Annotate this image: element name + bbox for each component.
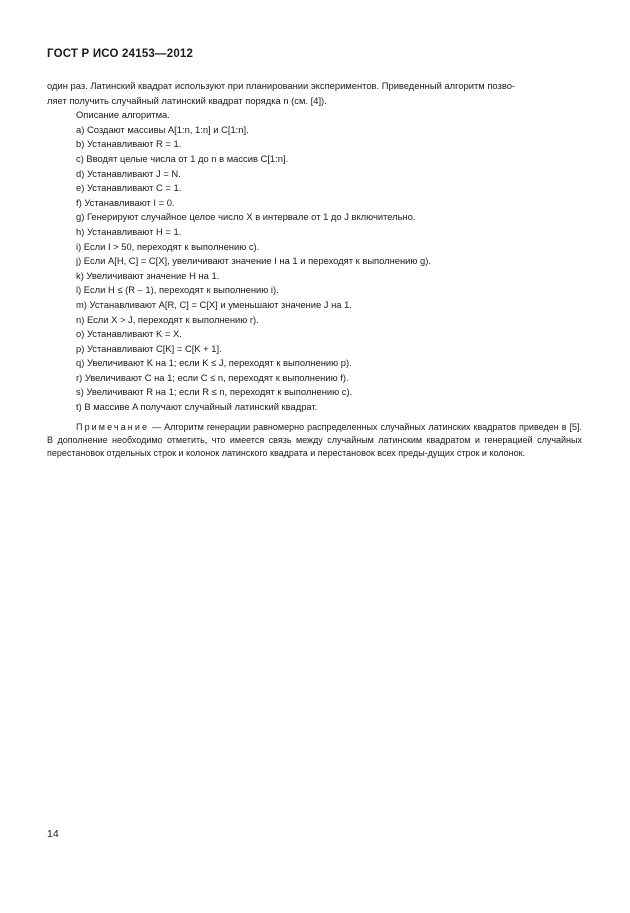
algorithm-step: s) Увеличивают R на 1; если R ≤ n, переходят к выполнению c). <box>76 386 353 398</box>
algorithm-heading: Описание алгоритма. <box>76 109 170 121</box>
intro-line-1: один раз. Латинский квадрат используют при планировании экспериментов. Приведенный алгоритм позво- <box>47 80 516 91</box>
note-label: Примечание <box>76 421 150 432</box>
algorithm-step: t) В массиве A получают случайный латинский квадрат. <box>76 401 318 413</box>
algorithm-step: d) Устанавливают J = N. <box>76 167 181 179</box>
document-header: ГОСТ Р ИСО 24153—2012 <box>47 48 194 60</box>
algorithm-step: p) Устанавливают C[K] = C[K + 1]. <box>76 342 222 354</box>
algorithm-step: q) Увеличивают K на 1; если K ≤ J, переходят к выполнению p). <box>76 357 352 369</box>
algorithm-step: c) Вводят целые числа от 1 до n в массив C[1:n]. <box>76 152 289 164</box>
algorithm-step: g) Генерируют случайное целое число X в интервале от 1 до J включительно. <box>76 211 416 223</box>
algorithm-steps <box>47 123 582 415</box>
algorithm-step: i) Если I > 50, переходят к выполнению c). <box>76 240 260 252</box>
algorithm-step: f) Устанавливают I = 0. <box>76 196 175 208</box>
page-number: 14 <box>47 828 59 840</box>
algorithm-step: n) Если X > J, переходят к выполнению r). <box>76 313 259 325</box>
algorithm-step: e) Устанавливают C = 1. <box>76 182 182 194</box>
algorithm-step: a) Создают массивы A[1:n, 1:n] и C[1:n]. <box>76 123 249 135</box>
body-text <box>47 79 582 460</box>
algorithm-step: m) Устанавливают A[R, C] = C[X] и уменьшают значение J на 1. <box>76 298 352 310</box>
algorithm-step: j) Если A[H, C] = C[X], увеличивают значение I на 1 и переходят к выполнению g). <box>76 255 431 267</box>
intro-line-2: ляет получить случайный латинский квадрат порядка n (см. [4]). <box>47 94 327 106</box>
note-paragraph <box>47 421 582 461</box>
algorithm-step: l) Если H ≤ (R – 1), переходят к выполнению i). <box>76 284 279 296</box>
algorithm-step: k) Увеличивают значение H на 1. <box>76 269 220 281</box>
algorithm-step: o) Устанавливают K = X. <box>76 328 182 340</box>
algorithm-step: r) Увеличивают C на 1; если C ≤ n, переходят к выполнению f). <box>76 371 349 383</box>
algorithm-step: b) Устанавливают R = 1. <box>76 138 182 150</box>
algorithm-step: h) Устанавливают H = 1. <box>76 225 182 237</box>
note-text: — Алгоритм генерации равномерно распределенных случайных латинских квадратов приведен в [5]. В дополнение необходимо отметить, что имеется связь между случайным латинским квадратом и генерацией случайных перестановок отдельных строк и колонок латинского квадрата и перестановок всех преды-дущих строк и колонок. <box>47 421 582 459</box>
